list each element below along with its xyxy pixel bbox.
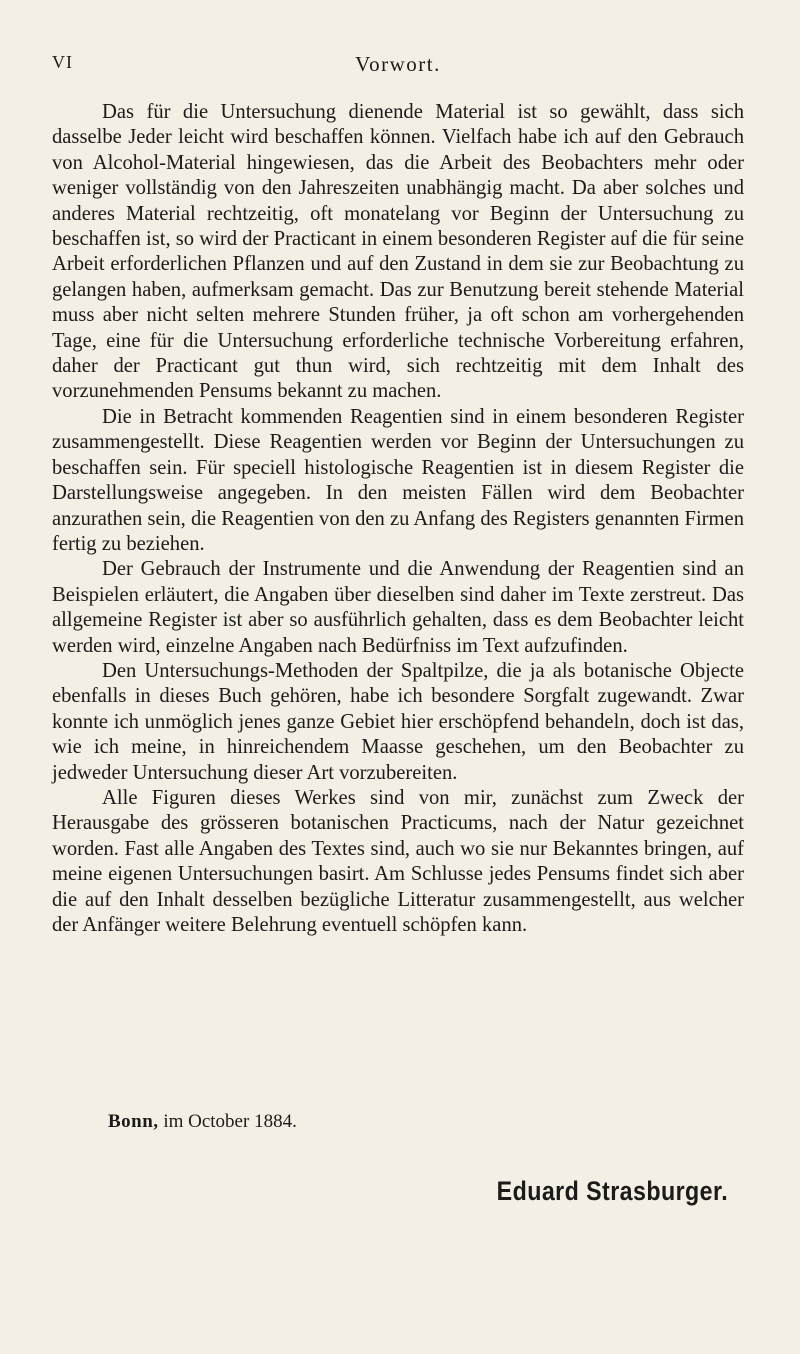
running-title: Vorwort. (355, 52, 441, 76)
paragraph-figures: Alle Figuren dieses Werkes sind von mir, zunächst zum Zweck der Herausgabe des grösseren botanischen Practicums, nach der Natur gezeichnet worden. Fast alle Angaben des Textes sind, auch wo sie nur Bekanntes bringen, auf meine eigenen Untersuchungen basirt. Am Schlusse jedes Pensums findet sich aber die auf den Inhalt desselben bezügliche Litteratur zusammengestellt, aus welcher der Anfänger weitere Belehrung eventuell schöpfen kann. (52, 786, 744, 936)
running-head (52, 52, 744, 78)
dateline-place: Bonn, (108, 1111, 159, 1132)
page-number: VI (52, 52, 73, 72)
paragraph-reagents: Die in Betracht kommenden Reagentien sind in einem besonderen Register zusammengestellt. Diese Reagentien werden vor Beginn der Untersuchungen zu beschaffen sein. Für speciell histologische Reagentien ist in diesem Register die Darstellungsweise angegeben. In den meisten Fällen wird dem Beobachter anzurathen sein, die Reagentien von den zu Anfang des Registers genannten Firmen fertig zu beziehen. (52, 405, 744, 555)
paragraph-methods: Den Untersuchungs-Methoden der Spaltpilze, die ja als botanische Objecte ebenfalls in dieses Buch gehören, habe ich besondere Sorgfalt zugewandt. Zwar konnte ich unmöglich jenes ganze Gebiet hier erschöpfend behandeln, doch ist das, wie ich meine, in hinreichendem Maasse geschehen, um den Beobachter zu jedweder Untersuchung dieser Art vorzubereiten. (52, 659, 744, 784)
dateline-date: im October 1884. (163, 1111, 297, 1132)
preface-text (52, 100, 744, 938)
author-signature: Eduard Strasburger. (496, 1176, 728, 1206)
dateline (108, 1111, 297, 1133)
paragraph-instruments: Der Gebrauch der Instrumente und die Anwendung der Reagentien sind an Beispielen erläutert, die Angaben über dieselben sind daher im Texte zerstreut. Das allgemeine Register ist aber so ausführlich gehalten, dass es dem Beobachter leicht werden wird, einzelne Angaben nach Bedürfniss im Text aufzufinden. (52, 558, 744, 657)
paragraph-materials: Das für die Untersuchung dienende Material ist so gewählt, dass sich dasselbe Jeder leicht wird beschaffen können. Vielfach habe ich auf den Gebrauch von Alcohol-Material hingewiesen, das die Arbeit des Beobachters mehr oder weniger vollständig von den Jahreszeiten unabhängig macht. Da aber solches und anderes Material rechtzeitig, oft monatelang vor Beginn der Untersuchung zu beschaffen ist, so wird der Practicant in einem besonderen Register auf die für seine Arbeit erforderlichen Pflanzen und auf den Zustand in dem sie zur Beobachtung zu gelangen haben, aufmerksam gemacht. Das zur Benutzung bereit stehende Material muss aber nicht selten mehrere Stunden früher, ja oft schon am vorhergehenden Tage, eine für die Untersuchung erforderliche technische Vorbereitung erfahren, daher der Practicant gut thun wird, sich rechtzeitig mit dem Inhalt des vorzunehmenden Pensums bekannt zu machen. (52, 101, 744, 403)
